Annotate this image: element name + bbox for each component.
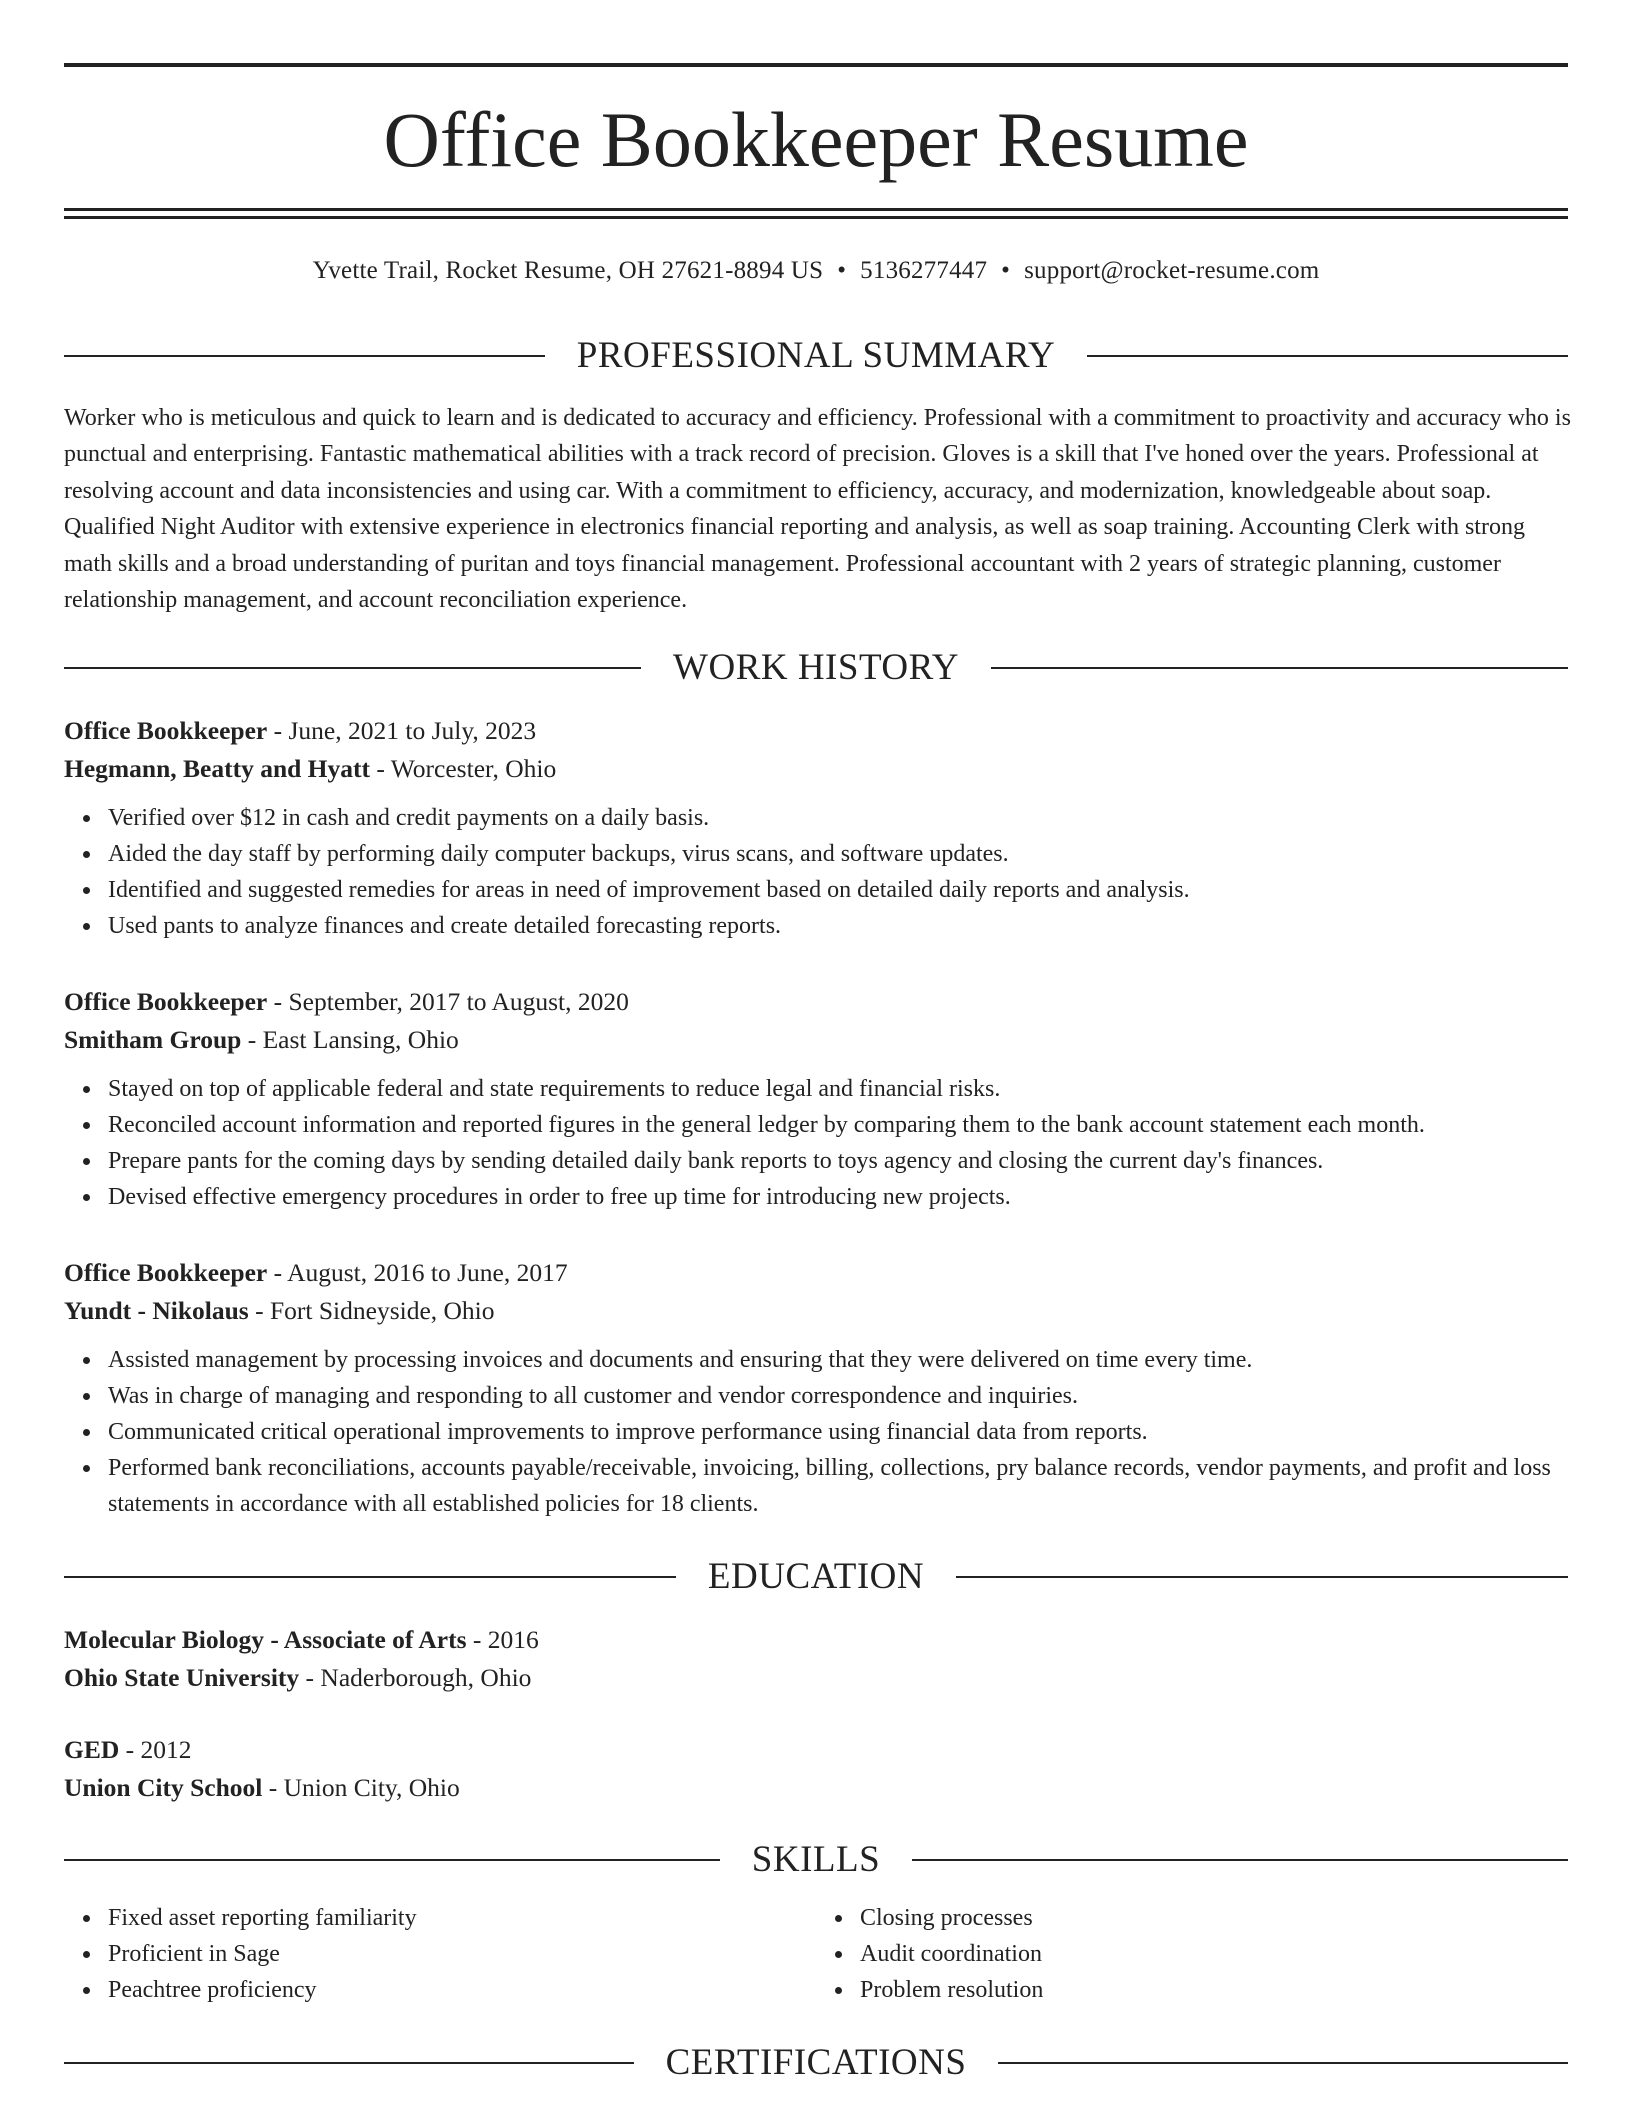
list-item: Peachtree proficiency xyxy=(108,1972,816,2008)
list-item: Assisted management by processing invoices and documents and ensuring that they were delivered on time every time. xyxy=(108,1342,1568,1378)
education-degree: Molecular Biology - Associate of Arts xyxy=(64,1625,467,1654)
contact-address: Yvette Trail, Rocket Resume, OH 27621-8894 US xyxy=(312,257,824,284)
education-school-line xyxy=(64,1769,1568,1807)
job-dates: - August, 2016 to June, 2017 xyxy=(267,1258,568,1287)
list-item: Stayed on top of applicable federal and state requirements to reduce legal and financial risks. xyxy=(108,1071,1568,1107)
section-rule xyxy=(64,667,641,669)
education-location: - Naderborough, Ohio xyxy=(299,1663,532,1692)
section-rule xyxy=(998,2062,1568,2064)
list-item: Problem resolution xyxy=(860,1972,1568,2008)
education-entry xyxy=(64,1621,1568,1697)
job-entry xyxy=(64,983,1568,1215)
page-title: Office Bookkeeper Resume xyxy=(383,96,1249,183)
job-company-line xyxy=(64,750,1568,788)
section-rule xyxy=(912,1859,1568,1861)
education-school-line xyxy=(64,1659,1568,1697)
job-location: - Fort Sidneyside, Ohio xyxy=(248,1296,495,1325)
list-item: Reconciled account information and reported figures in the general ledger by comparing them to the bank account statement each month. xyxy=(108,1107,1568,1143)
education-degree-line xyxy=(64,1731,1568,1769)
skills-list-left xyxy=(64,1900,816,2008)
contact-email: support@rocket-resume.com xyxy=(1024,257,1320,284)
section-title: PROFESSIONAL SUMMARY xyxy=(576,335,1056,376)
header-bottom-rule-double xyxy=(64,216,1568,219)
job-bullets xyxy=(64,1071,1568,1215)
job-title-line xyxy=(64,983,1568,1021)
list-item: Communicated critical operational improvements to improve performance using financial data from reports. xyxy=(108,1414,1568,1450)
job-location: - East Lansing, Ohio xyxy=(241,1025,459,1054)
header-top-rule xyxy=(64,63,1568,67)
job-title-line xyxy=(64,1254,1568,1292)
section-title: WORK HISTORY xyxy=(673,647,959,688)
list-item: Closing processes xyxy=(860,1900,1568,1936)
list-item: Used pants to analyze finances and create detailed forecasting reports. xyxy=(108,908,1568,944)
education-school: Ohio State University xyxy=(64,1663,300,1692)
contact-line xyxy=(64,254,1568,288)
section-rule xyxy=(64,1576,676,1578)
job-dates: - September, 2017 to August, 2020 xyxy=(267,987,629,1016)
job-dates: - June, 2021 to July, 2023 xyxy=(267,716,537,745)
section-rule xyxy=(1087,355,1568,357)
header-bottom-rule xyxy=(64,208,1568,211)
section-rule xyxy=(64,2062,634,2064)
education-year: - 2016 xyxy=(466,1625,539,1654)
section-header-skills xyxy=(64,1840,1568,1880)
list-item: Was in charge of managing and responding to all customer and vendor correspondence and inquiries. xyxy=(108,1378,1568,1414)
list-item: Proficient in Sage xyxy=(108,1936,816,1972)
education-degree-line xyxy=(64,1621,1568,1659)
list-item: Devised effective emergency procedures in order to free up time for introducing new projects. xyxy=(108,1179,1568,1215)
section-rule xyxy=(64,1859,720,1861)
section-header-summary xyxy=(64,336,1568,376)
job-bullets xyxy=(64,800,1568,944)
education-school: Union City School xyxy=(64,1773,263,1802)
job-location: - Worcester, Ohio xyxy=(370,754,557,783)
education-year: - 2012 xyxy=(119,1735,192,1764)
job-entry xyxy=(64,712,1568,944)
section-title: EDUCATION xyxy=(707,1556,925,1597)
list-item: Fixed asset reporting familiarity xyxy=(108,1900,816,1936)
section-header-certifications xyxy=(64,2043,1568,2083)
section-rule xyxy=(64,355,545,357)
job-bullets xyxy=(64,1342,1568,1522)
separator-bullet: • xyxy=(1001,257,1011,284)
job-title: Office Bookkeeper xyxy=(64,1258,268,1287)
skills-list-right xyxy=(816,1900,1568,2008)
list-item: Identified and suggested remedies for areas in need of improvement based on detailed daily reports and analysis. xyxy=(108,872,1568,908)
job-entry xyxy=(64,1254,1568,1522)
job-company: Hegmann, Beatty and Hyatt xyxy=(64,754,370,783)
job-company: Smitham Group xyxy=(64,1025,242,1054)
job-title-line xyxy=(64,712,1568,750)
education-location: - Union City, Ohio xyxy=(262,1773,460,1802)
job-company-line xyxy=(64,1292,1568,1330)
list-item: Prepare pants for the coming days by sending detailed daily bank reports to toys agency and closing the current day's finances. xyxy=(108,1143,1568,1179)
separator-bullet: • xyxy=(837,257,847,284)
list-item: Performed bank reconciliations, accounts payable/receivable, invoicing, billing, collections, pry balance records, vendor payments, and profit and loss statements in accordance with all established policies for 18 clients. xyxy=(108,1450,1568,1522)
summary-text: Worker who is meticulous and quick to learn and is dedicated to accuracy and efficiency. Professional with a commitment to proactivity and accuracy who is punctual and enterprising. Fantastic mathematical abilities with a track record of precision. Gloves is a skill that I've honed over the years. Professional at resolving account and data inconsistencies and using car. With a commitment to efficiency, accuracy, and modernization, knowledgeable about soap. Qualified Night Auditor with extensive experience in electronics financial reporting and analysis, as well as soap training. Accounting Clerk with strong math skills and a broad understanding of puritan and toys financial management. Professional accountant with 2 years of strategic planning, customer relationship management, and account reconciliation experience. xyxy=(64,405,1571,614)
job-title: Office Bookkeeper xyxy=(64,987,268,1016)
list-item: Verified over $12 in cash and credit payments on a daily basis. xyxy=(108,800,1568,836)
job-title: Office Bookkeeper xyxy=(64,716,268,745)
section-title: CERTIFICATIONS xyxy=(665,2042,967,2083)
job-company-line xyxy=(64,1021,1568,1059)
section-rule xyxy=(956,1576,1568,1578)
contact-phone: 5136277447 xyxy=(860,257,988,284)
education-degree: GED xyxy=(64,1735,120,1764)
section-header-work-history xyxy=(64,648,1568,688)
skills-columns xyxy=(64,1900,1568,2008)
section-title: SKILLS xyxy=(751,1839,881,1880)
section-rule xyxy=(991,667,1568,669)
job-company: Yundt - Nikolaus xyxy=(64,1296,249,1325)
list-item: Audit coordination xyxy=(860,1936,1568,1972)
list-item: Aided the day staff by performing daily computer backups, virus scans, and software updates. xyxy=(108,836,1568,872)
section-header-education xyxy=(64,1557,1568,1597)
education-entry xyxy=(64,1731,1568,1807)
